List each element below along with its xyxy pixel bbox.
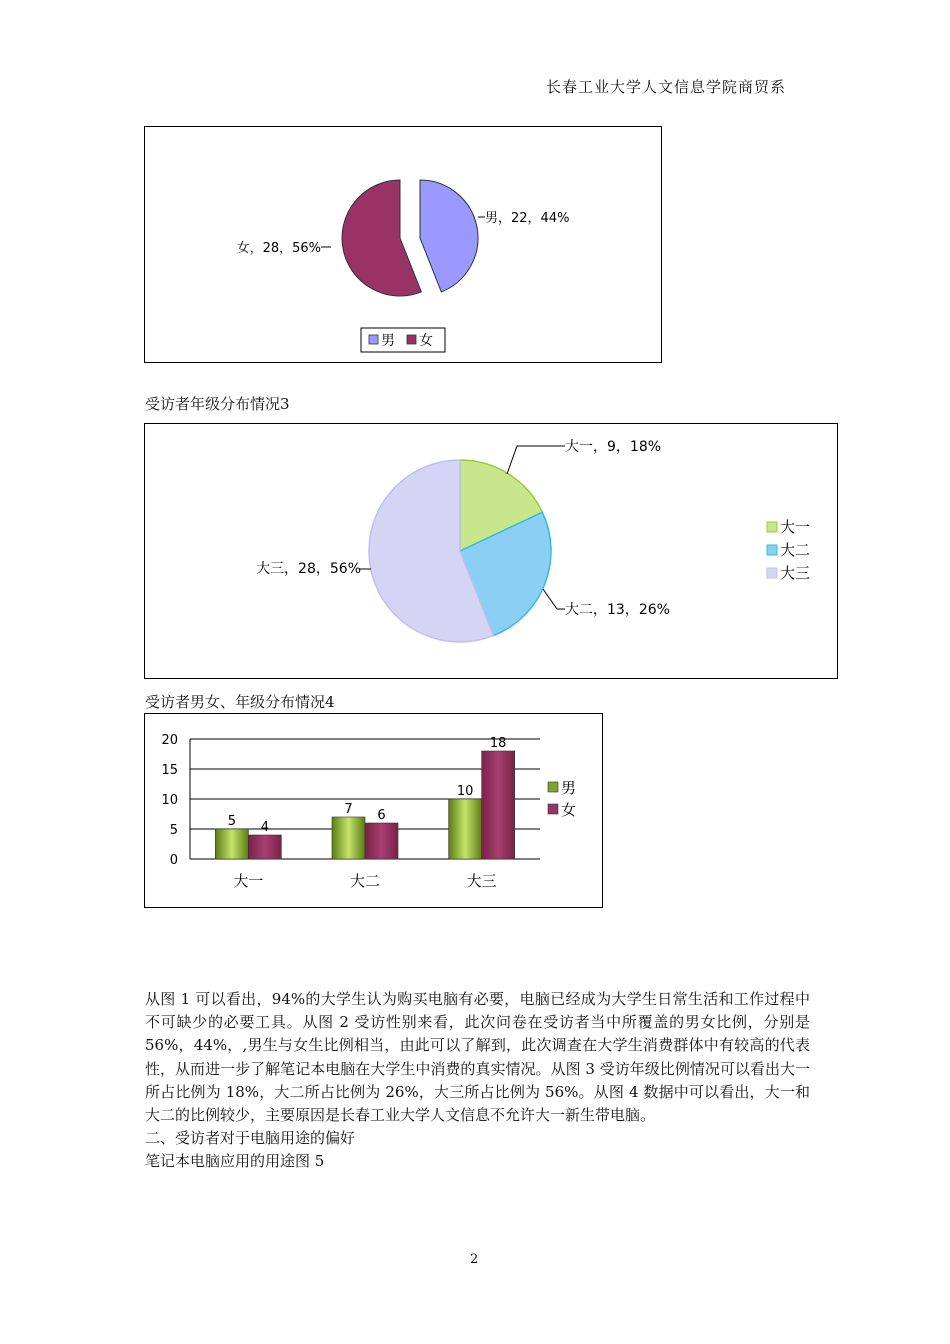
legend-label-0: 男 bbox=[381, 333, 395, 349]
x-tick-2: 大三 bbox=[466, 872, 497, 890]
bar-女-大三 bbox=[482, 751, 515, 859]
legend-swatch-0 bbox=[767, 522, 777, 532]
bar-男-大三 bbox=[449, 799, 482, 859]
legend-swatch-0 bbox=[548, 782, 558, 792]
data-label-male: 男，22，44% bbox=[485, 211, 570, 226]
bar-男-大二 bbox=[332, 817, 365, 859]
data-label-2: 大三，28，56% bbox=[256, 561, 361, 577]
bar-label-女-大二: 6 bbox=[377, 808, 386, 823]
legend-swatch-2 bbox=[767, 568, 777, 578]
legend-label-0: 男 bbox=[561, 779, 577, 797]
y-tick-15: 15 bbox=[161, 763, 178, 778]
gender-pie-chart bbox=[144, 126, 662, 363]
legend-label-2: 大三 bbox=[780, 564, 811, 582]
gender-grade-bar-chart bbox=[144, 713, 603, 908]
fig5-caption: 笔记本电脑应用的用途图 5 bbox=[145, 1152, 325, 1171]
page-header: 长春工业大学人文信息学院商贸系 bbox=[546, 78, 787, 96]
legend-swatch-1 bbox=[767, 545, 777, 555]
bar-label-男-大二: 7 bbox=[344, 802, 353, 817]
bar-label-女-大三: 18 bbox=[489, 736, 507, 751]
x-tick-1: 大二 bbox=[349, 872, 381, 890]
fig3-caption: 受访者年级分布情况3 bbox=[145, 395, 290, 413]
leader-line-1 bbox=[543, 589, 565, 609]
fig4-caption: 受访者男女、年级分布情况4 bbox=[145, 693, 335, 711]
x-tick-0: 大一 bbox=[233, 872, 264, 890]
analysis-paragraph: 从图 1 可以看出，94%的大学生认为购买电脑有必要，电脑已经成为大学生日常生活和工作过程中不可缺少的必要工具。从图 2 受访性别来看，此次问卷在受访者当中所覆盖的男女比例，分别是 56%，44%，,男生与女生比例相当，由此可以了解到，此次调查在大学生消费群体中有较高的代表性，从而进一步了解笔记本电脑在大学生中消费的真实情况。从图 3 受访年级比例情况可以看出大一所占比例为 18%，大二所占比例为 26%，大三所占比例为 56%。从图 4 数据中可以看出，大一和大二的比例较少，主要原因是长春工业大学人文信息不允许大一新生带电脑。 bbox=[145, 990, 810, 1125]
bar-label-男-大一: 5 bbox=[227, 814, 236, 829]
bar-chart-svg bbox=[145, 714, 602, 907]
y-tick-20: 20 bbox=[161, 733, 178, 748]
grade-pie-svg bbox=[145, 424, 837, 678]
page-number: 2 bbox=[470, 1252, 479, 1267]
gender-pie-svg bbox=[145, 127, 661, 362]
bar-女-大二 bbox=[365, 823, 398, 859]
bar-label-男-大三: 10 bbox=[456, 784, 474, 799]
grade-pie-chart bbox=[144, 423, 838, 679]
section-heading: 二、受访者对于电脑用途的偏好 bbox=[145, 1129, 356, 1148]
bar-label-女-大一: 4 bbox=[260, 820, 269, 835]
leader-line-0 bbox=[507, 446, 565, 474]
pie-slice-male bbox=[420, 180, 478, 292]
y-tick-0: 0 bbox=[169, 853, 178, 868]
bar-男-大一 bbox=[215, 829, 248, 859]
legend-swatch-1 bbox=[548, 804, 558, 814]
legend-label-0: 大一 bbox=[780, 518, 811, 536]
data-label-female: 女，28，56% bbox=[236, 241, 321, 256]
legend-swatch-0 bbox=[369, 335, 378, 344]
y-tick-10: 10 bbox=[161, 793, 178, 808]
body-text bbox=[145, 988, 810, 1174]
legend-label-1: 女 bbox=[419, 333, 433, 349]
data-label-1: 大二，13，26% bbox=[565, 602, 670, 618]
legend-swatch-1 bbox=[407, 335, 416, 344]
data-label-0: 大一，9，18% bbox=[565, 439, 662, 455]
legend-label-1: 女 bbox=[561, 801, 577, 819]
legend-label-1: 大二 bbox=[780, 541, 811, 559]
y-tick-5: 5 bbox=[169, 823, 178, 838]
pie-slice-female bbox=[342, 180, 421, 296]
bar-女-大一 bbox=[248, 835, 281, 859]
